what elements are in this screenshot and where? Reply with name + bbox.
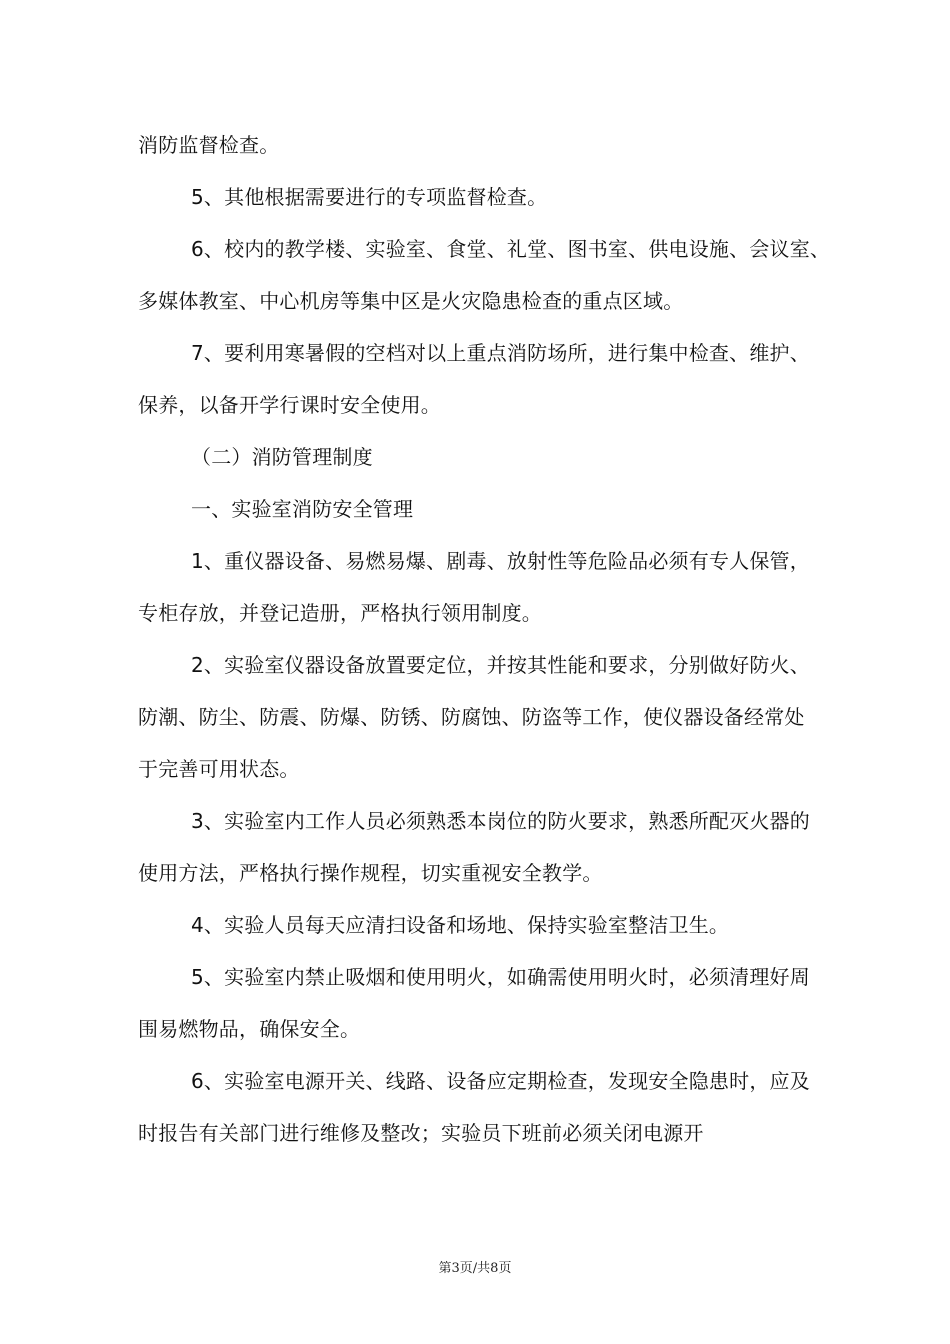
body-line: 保养，以备开学行课时安全使用。 xyxy=(138,393,441,417)
body-line: 专柜存放，并登记造册，严格执行领用制度。 xyxy=(138,601,542,625)
body-line: 5、实验室内禁止吸烟和使用明火，如确需使用明火时，必须清理好周 xyxy=(191,965,810,989)
body-line: 围易燃物品，确保安全。 xyxy=(138,1017,361,1041)
body-line: 时报告有关部门进行维修及整改；实验员下班前必须关闭电源开 xyxy=(138,1121,704,1145)
body-line: 7、要利用寒暑假的空档对以上重点消防场所，进行集中检查、维护、 xyxy=(191,341,810,365)
body-line: 6、实验室电源开关、线路、设备应定期检查，发现安全隐患时，应及 xyxy=(191,1069,810,1093)
body-line: 消防监督检查。 xyxy=(138,133,280,157)
body-line: 3、实验室内工作人员必须熟悉本岗位的防火要求，熟悉所配灭火器的 xyxy=(191,809,810,833)
body-line: 6、校内的教学楼、实验室、食堂、礼堂、图书室、供电设施、会议室、 xyxy=(191,237,831,261)
body-line: 于完善可用状态。 xyxy=(138,757,300,781)
body-line: 4、实验人员每天应清扫设备和场地、保持实验室整洁卫生。 xyxy=(191,913,730,937)
body-line: 多媒体教室、中心机房等集中区是火灾隐患检查的重点区域。 xyxy=(138,289,684,313)
page-footer: 第3页/共8页 xyxy=(438,1261,512,1276)
body-line: 2、实验室仪器设备放置要定位，并按其性能和要求，分别做好防火、 xyxy=(191,653,810,677)
body-line: 1、重仪器设备、易燃易爆、剧毒、放射性等危险品必须有专人保管， xyxy=(191,549,810,573)
subsection-heading: 一、实验室消防安全管理 xyxy=(191,497,414,521)
body-line: 5、其他根据需要进行的专项监督检查。 xyxy=(191,185,548,209)
body-line: 防潮、防尘、防震、防爆、防锈、防腐蚀、防盗等工作，使仪器设备经常处 xyxy=(138,705,805,729)
section-heading: （二）消防管理制度 xyxy=(191,445,373,469)
body-line: 使用方法，严格执行操作规程，切实重视安全教学。 xyxy=(138,861,603,885)
